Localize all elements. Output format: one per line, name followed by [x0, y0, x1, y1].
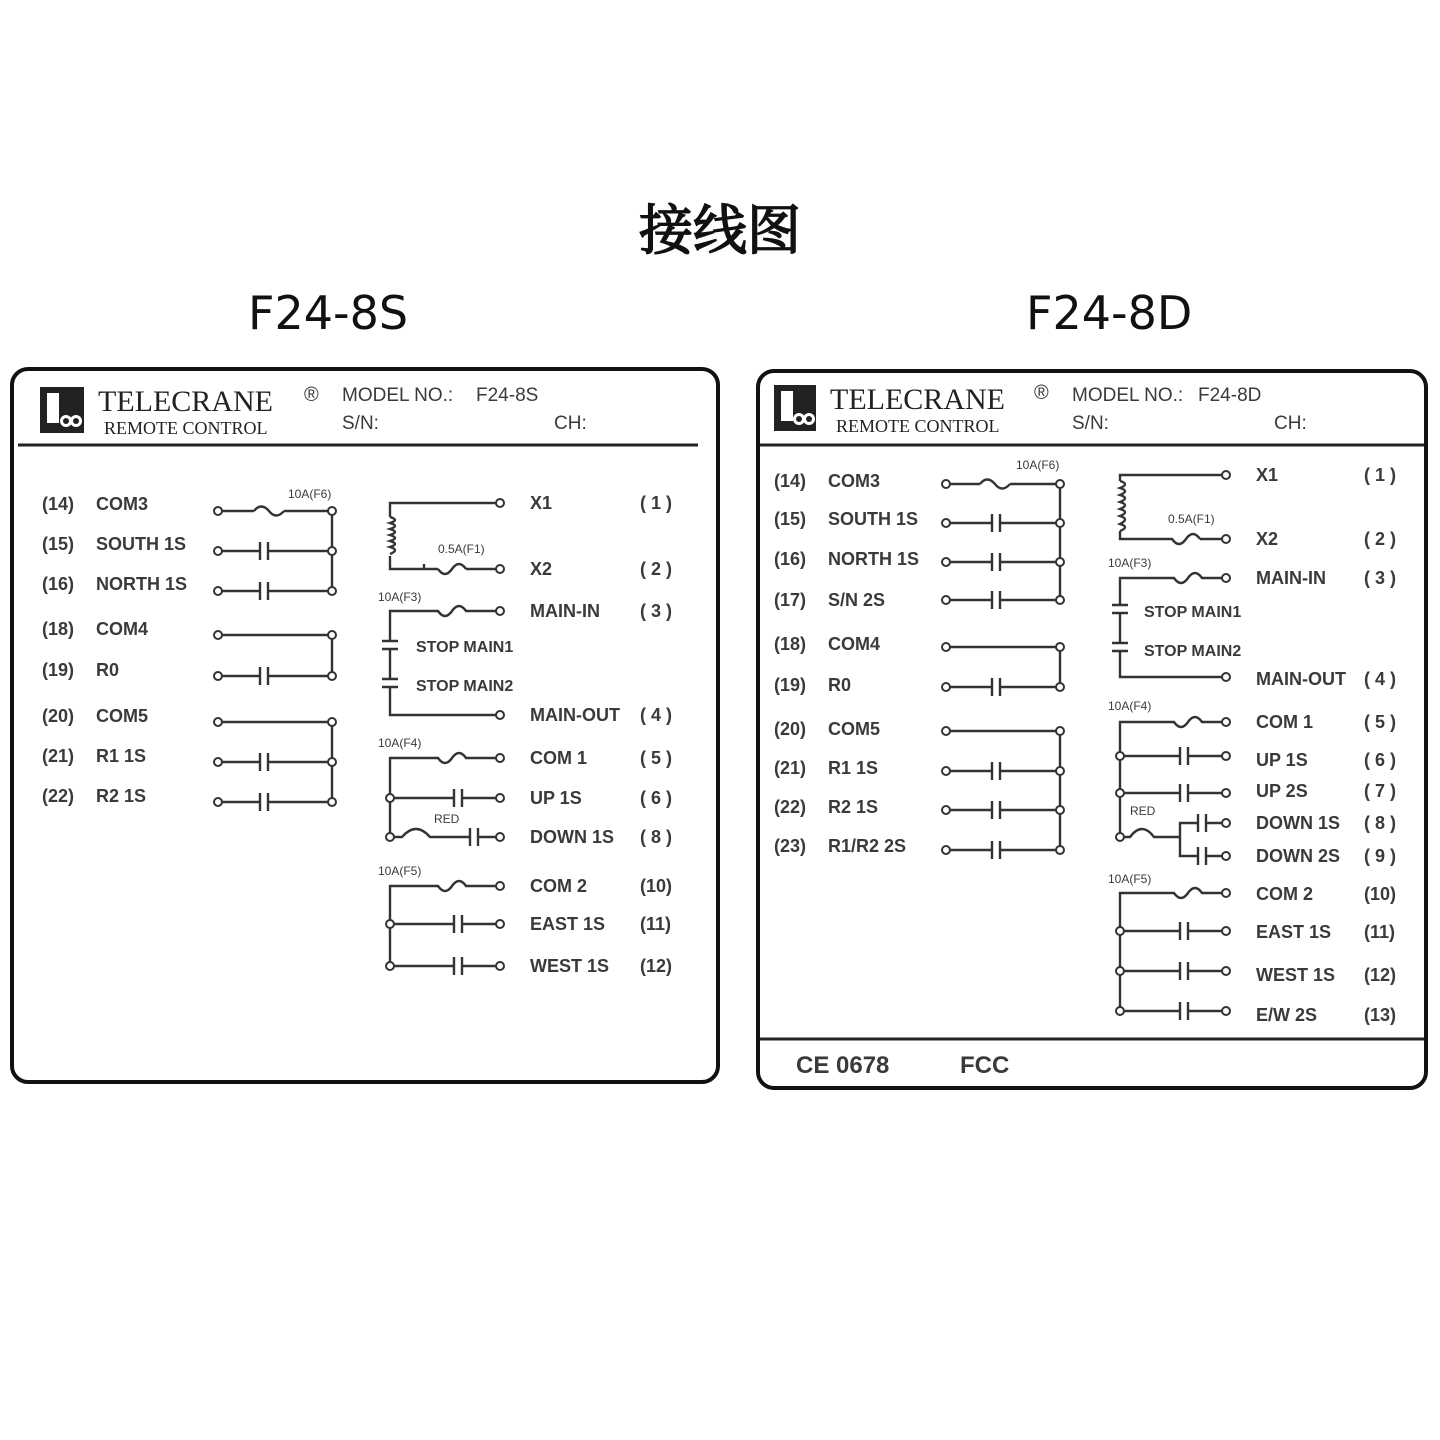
terminal-14-name: COM3: [96, 494, 149, 514]
terminal-10-name: COM 2: [530, 876, 588, 896]
terminal-18-name: COM4: [96, 619, 149, 639]
model-caption-right: F24-8D: [1026, 286, 1193, 340]
terminal-23-num: (23): [774, 836, 807, 856]
terminal-19-name: R0: [96, 660, 120, 680]
terminal-1-name: X1: [1256, 465, 1279, 485]
terminal-10-num: (10): [1364, 884, 1397, 904]
left-contact-circuit: [214, 507, 336, 812]
terminal-15-name: SOUTH 1S: [828, 509, 919, 529]
terminal-11-name: EAST 1S: [1256, 922, 1332, 942]
sn-label: S/N:: [1072, 413, 1109, 434]
brand-name: TELECRANE: [98, 385, 273, 418]
terminal-15-name: SOUTH 1S: [96, 534, 187, 554]
terminal-4-num: ( 4 ): [1364, 669, 1397, 689]
terminal-19-name: R0: [828, 675, 852, 695]
terminal-10-num: (10): [640, 876, 673, 896]
stop-main2-label: STOP MAIN2: [416, 678, 514, 695]
registered-mark: ®: [304, 384, 319, 406]
terminal-22-name: R2 1S: [96, 786, 147, 806]
terminal-18-num: (18): [774, 634, 807, 654]
terminal-17-num: (17): [774, 590, 807, 610]
terminal-12-num: (12): [640, 956, 673, 976]
brand-subtitle: REMOTE CONTROL: [836, 416, 1000, 436]
terminal-11-num: (11): [1364, 922, 1396, 942]
terminal-20-num: (20): [774, 719, 807, 739]
terminal-16-num: (16): [774, 549, 807, 569]
terminal-18-num: (18): [42, 619, 75, 639]
ch-label: CH:: [1274, 413, 1307, 434]
terminal-6-name: UP 1S: [530, 788, 582, 808]
terminal-21-num: (21): [42, 746, 75, 766]
terminal-3-name: MAIN-IN: [530, 601, 600, 621]
terminal-7-name: UP 2S: [1256, 781, 1308, 801]
terminal-1-num: ( 1 ): [640, 493, 673, 513]
terminal-2-num: ( 2 ): [640, 559, 673, 579]
fuse-f4-label: 10A(F4): [378, 736, 422, 750]
fuse-f3-label: 10A(F3): [1108, 556, 1152, 570]
terminal-16-name: NORTH 1S: [96, 574, 188, 594]
terminal-13-num: (13): [1364, 1005, 1397, 1025]
telecrane-logo-icon: [774, 385, 816, 431]
terminal-3-num: ( 3 ): [1364, 568, 1397, 588]
terminal-5-num: ( 5 ): [640, 748, 673, 768]
terminal-20-name: COM5: [96, 706, 149, 726]
terminal-4-num: ( 4 ): [640, 705, 673, 725]
model-label: MODEL NO.:: [1072, 385, 1184, 406]
terminal-10-name: COM 2: [1256, 884, 1314, 904]
registered-mark: ®: [1034, 382, 1049, 404]
terminal-2-name: X2: [530, 559, 553, 579]
fuse-f5-label: 10A(F5): [1108, 872, 1152, 886]
fuse-f3-label: 10A(F3): [378, 590, 422, 604]
terminal-12-name: WEST 1S: [1256, 965, 1336, 985]
terminal-15-num: (15): [774, 509, 807, 529]
terminal-6-num: ( 6 ): [1364, 750, 1397, 770]
terminal-20-num: (20): [42, 706, 75, 726]
terminal-11-num: (11): [640, 914, 672, 934]
terminal-8-name: DOWN 1S: [530, 827, 615, 847]
model-caption-left: F24-8S: [248, 286, 409, 340]
terminal-16-num: (16): [42, 574, 75, 594]
terminal-15-num: (15): [42, 534, 75, 554]
model-value: F24-8S: [476, 385, 539, 406]
terminal-9-num: ( 9 ): [1364, 846, 1397, 866]
ce-mark: CE 0678: [796, 1052, 890, 1079]
terminal-2-num: ( 2 ): [1364, 529, 1397, 549]
fuse-f5-label: 10A(F5): [378, 864, 422, 878]
left-contact-circuit: [942, 480, 1064, 860]
page-title: 接线图: [639, 199, 801, 262]
stop-main2-label: STOP MAIN2: [1144, 643, 1242, 660]
terminal-1-name: X1: [530, 493, 553, 513]
terminal-3-num: ( 3 ): [640, 601, 673, 621]
sn-label: S/N:: [342, 413, 379, 434]
terminal-2-name: X2: [1256, 529, 1279, 549]
wiring-diagram-f24-8d: [760, 373, 1424, 1086]
terminal-12-num: (12): [1364, 965, 1397, 985]
fuse-f6-label: 10A(F6): [1016, 458, 1060, 472]
fcc-mark: FCC: [960, 1052, 1010, 1079]
terminal-14-name: COM3: [828, 471, 881, 491]
terminal-20-name: COM5: [828, 719, 881, 739]
terminal-4-name: MAIN-OUT: [1256, 669, 1346, 689]
terminal-19-num: (19): [42, 660, 75, 680]
terminal-14-num: (14): [774, 471, 807, 491]
wiring-panel-f24-8s: [10, 367, 720, 1084]
model-value: F24-8D: [1198, 385, 1262, 406]
terminal-5-name: COM 1: [1256, 712, 1314, 732]
terminal-21-name: R1 1S: [828, 758, 879, 778]
terminal-22-num: (22): [42, 786, 75, 806]
right-contact-circuit: [1112, 471, 1230, 1020]
terminal-12-name: WEST 1S: [530, 956, 610, 976]
terminal-4-name: MAIN-OUT: [530, 705, 620, 725]
red-button-label: RED: [1130, 804, 1156, 818]
terminal-16-name: NORTH 1S: [828, 549, 920, 569]
fuse-f1-label: 0.5A(F1): [438, 542, 485, 556]
terminal-22-name: R2 1S: [828, 797, 879, 817]
fuse-f4-label: 10A(F4): [1108, 699, 1152, 713]
telecrane-logo-icon: [40, 387, 84, 433]
fuse-f6-label: 10A(F6): [288, 487, 332, 501]
terminal-5-num: ( 5 ): [1364, 712, 1397, 732]
brand-name: TELECRANE: [830, 383, 1005, 416]
terminal-19-num: (19): [774, 675, 807, 695]
wiring-diagram-f24-8s: [14, 371, 716, 1080]
terminal-23-name: R1/R2 2S: [828, 836, 907, 856]
brand-subtitle: REMOTE CONTROL: [104, 418, 268, 438]
red-button-label: RED: [434, 812, 460, 826]
terminal-9-name: DOWN 2S: [1256, 846, 1341, 866]
terminal-1-num: ( 1 ): [1364, 465, 1397, 485]
terminal-8-num: ( 8 ): [1364, 813, 1397, 833]
terminal-5-name: COM 1: [530, 748, 588, 768]
ch-label: CH:: [554, 413, 587, 434]
terminal-22-num: (22): [774, 797, 807, 817]
terminal-8-name: DOWN 1S: [1256, 813, 1341, 833]
model-label: MODEL NO.:: [342, 385, 454, 406]
terminal-21-name: R1 1S: [96, 746, 147, 766]
fuse-f1-label: 0.5A(F1): [1168, 512, 1215, 526]
terminal-8-num: ( 8 ): [640, 827, 673, 847]
terminal-11-name: EAST 1S: [530, 914, 606, 934]
wiring-panel-f24-8d: [756, 369, 1428, 1090]
terminal-6-name: UP 1S: [1256, 750, 1308, 770]
terminal-14-num: (14): [42, 494, 75, 514]
stop-main1-label: STOP MAIN1: [1144, 604, 1242, 621]
terminal-13-name: E/W 2S: [1256, 1005, 1318, 1025]
stop-main1-label: STOP MAIN1: [416, 639, 514, 656]
terminal-17-name: S/N 2S: [828, 590, 886, 610]
terminal-3-name: MAIN-IN: [1256, 568, 1326, 588]
terminal-7-num: ( 7 ): [1364, 781, 1397, 801]
terminal-18-name: COM4: [828, 634, 881, 654]
terminal-6-num: ( 6 ): [640, 788, 673, 808]
terminal-21-num: (21): [774, 758, 807, 778]
